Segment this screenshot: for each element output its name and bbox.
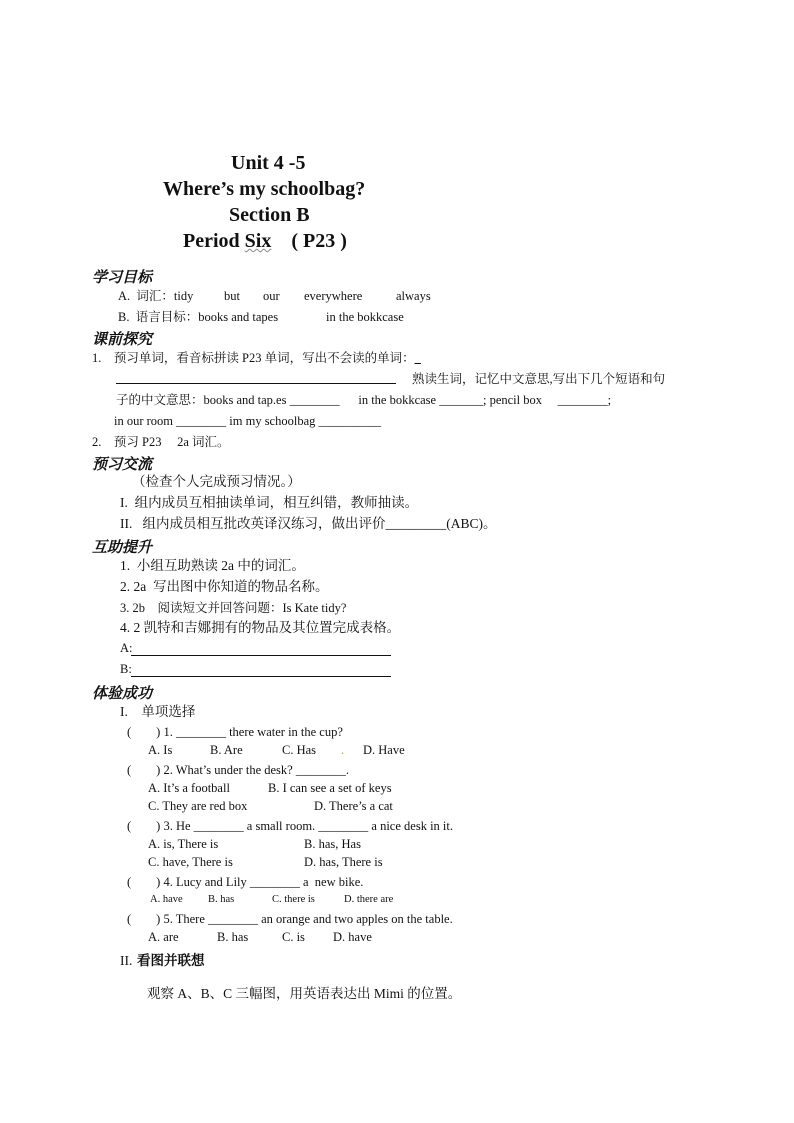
section-heading-exchange: 预习交流	[92, 455, 153, 473]
preview-item-1-blank: _	[414, 351, 421, 365]
section-heading-goals: 学习目标	[92, 268, 153, 286]
option-a: A. is, There is	[148, 837, 219, 851]
option-c: C. there is	[272, 894, 315, 905]
goal-b-label: B. 语言目标：books and tapes	[118, 310, 279, 324]
option-d: D. Have	[363, 743, 405, 757]
improve-item-2: 2. 2a 写出图中你知道的物品名称。	[120, 579, 329, 594]
option-c: C. is	[282, 930, 305, 944]
improve-item-1: 1. 小组互助熟读 2a 中的词汇。	[120, 558, 305, 573]
option-d: D. There’s a cat	[314, 799, 393, 813]
option-a: A. It’s a football	[148, 781, 230, 795]
preview-item-1	[92, 350, 421, 366]
option-b: B. has, Has	[304, 837, 361, 851]
period-label: Period	[183, 230, 245, 252]
section-heading-success: 体验成功	[92, 684, 153, 702]
goal-a-word: our	[263, 289, 280, 303]
preview-item-1-line3: 子的中文意思：books and tap.es ________ in the bokkcase _______; pencil box ________;	[116, 393, 612, 407]
preview-item-1-line4: in our room ________ im my schoolbag __________	[114, 414, 381, 428]
question-3: ( ) 3. He ________ a small room. ________ a nice desk in it.	[127, 819, 453, 833]
option-c: C. Has	[282, 743, 317, 757]
option-a: A. are	[148, 930, 179, 944]
answer-line	[116, 383, 396, 384]
preview-item-1-line2: 熟读生词，记忆中文意思,写出下几个短语和句	[412, 372, 666, 386]
exchange-item-i: I. 组内成员互相抽读单词，相互纠错，教师抽读。	[120, 495, 419, 510]
period-title	[183, 230, 347, 253]
unit-title: Unit 4 -5	[231, 152, 306, 174]
question-2: ( ) 2. What’s under the desk? ________.	[127, 763, 349, 777]
question-5: ( ) 5. There ________ an orange and two apples on the table.	[127, 912, 453, 926]
period-page: ( P23 )	[271, 230, 347, 252]
period-number: Six	[244, 230, 272, 252]
goal-a-label: A. 词汇：tidy	[118, 289, 194, 303]
answer-a-label: A:	[120, 641, 133, 655]
option-b: B. has	[208, 894, 235, 905]
question-1: ( ) 1. ________ there water in the cup?	[127, 725, 343, 739]
option-d: D. have	[333, 930, 372, 944]
answer-b-label: B:	[120, 662, 132, 676]
section-heading-improve: 互助提升	[92, 538, 153, 556]
improve-item-3: 3. 2b 阅读短文并回答问题：Is Kate tidy?	[120, 601, 347, 615]
lesson-title: Where’s my schoolbag?	[163, 178, 366, 200]
section-title: Section B	[229, 204, 310, 226]
exercise-part1-title: I. 单项选择	[120, 704, 196, 719]
goal-a-word: everywhere	[304, 289, 363, 303]
exchange-item-ii: II. 组内成员相互批改英译汉练习，做出评价_________(ABC)。	[120, 516, 497, 531]
option-b: B. has	[217, 930, 249, 944]
option-b: B. I can see a set of keys	[268, 781, 392, 795]
exercise-part2-instruction: 观察 A、B、C 三幅图，用英语表达出 Mimi 的位置。	[147, 986, 462, 1001]
goal-a-word: but	[224, 289, 240, 303]
exchange-note: （检查个人完成预习情况。）	[132, 474, 301, 489]
exercise-part2-title: 看图并联想	[137, 953, 205, 968]
option-c: C. They are red box	[148, 799, 248, 813]
option-a: A. Is	[148, 743, 173, 757]
option-c: C. have, There is	[148, 855, 233, 869]
improve-item-4: 4. 2 凯特和吉娜拥有的物品及其位置完成表格。	[120, 620, 401, 635]
option-b: B. Are	[210, 743, 243, 757]
section-heading-preview: 课前探究	[92, 330, 153, 348]
question-4: ( ) 4. Lucy and Lily ________ a new bike.	[127, 875, 364, 889]
option-a: A. have	[150, 894, 183, 905]
preview-item-2: 2. 预习 P23 2a 词汇。	[92, 435, 230, 449]
exercise-part2-label: II.	[120, 953, 133, 968]
option-d: D. has, There is	[304, 855, 383, 869]
option-d: D. there are	[344, 894, 394, 905]
answer-a-line	[131, 655, 391, 656]
preview-item-1-text: 1. 预习单词，看音标拼读 P23 单词，写出不会读的单词：	[92, 351, 415, 365]
decorative-dot: .	[341, 743, 345, 757]
goal-b-phrase: in the bokkcase	[326, 310, 404, 324]
answer-b-line	[131, 676, 391, 677]
goal-a-word: always	[396, 289, 431, 303]
